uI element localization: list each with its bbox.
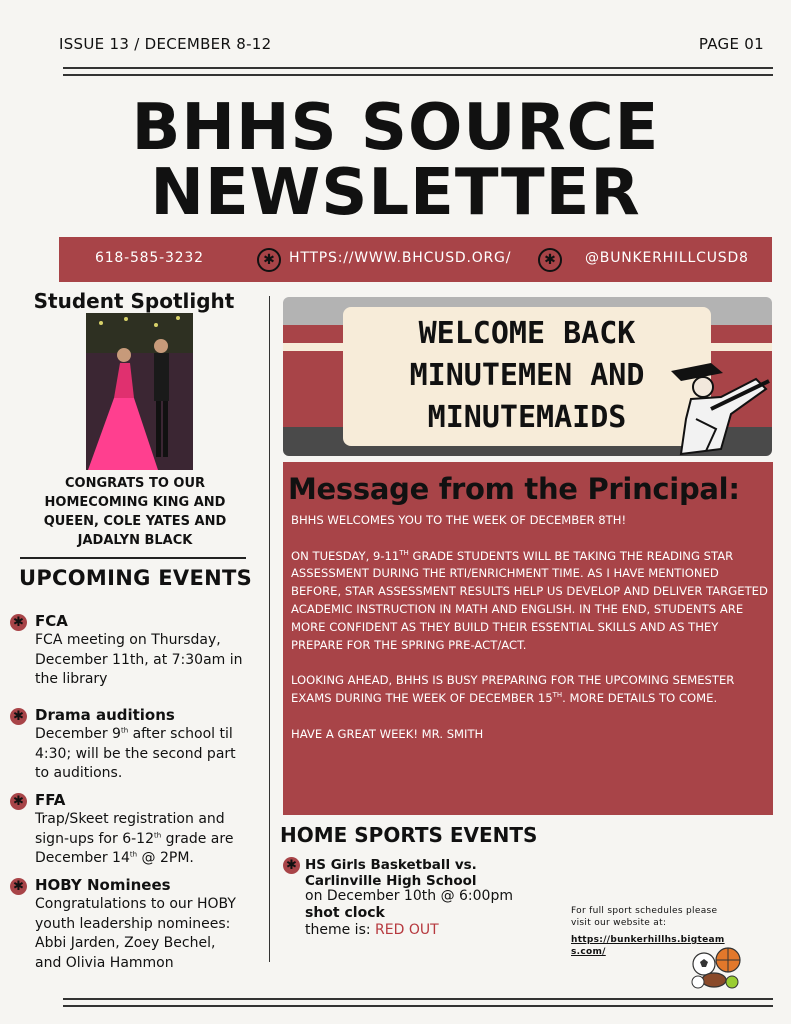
event-title: Drama auditions [35,706,175,724]
asterisk-icon: ✱ [538,248,562,272]
event-title: FFA [35,791,66,809]
event-body: Congratulations to our HOBY youth leadership nominees: Abbi Jarden, Zoey Bechel, and Olivia Hammon [35,896,236,971]
section-divider [20,557,246,559]
event-body: FCA meeting on Thursday, December 11th, at 7:30am in the library [35,632,243,687]
banner-line1: WELCOME BACK [418,316,636,351]
principal-body [291,512,769,761]
upcoming-events-heading: UPCOMING EVENTS [19,566,253,590]
event-title: FCA [35,612,68,630]
principal-paragraph: LOOKING AHEAD, BHHS IS BUSY PREPARING FOR THE UPCOMING SEMESTER EXAMS DURING THE WEEK OF DECEMBER 15TH. MORE DETAILS TO COME. [291,673,735,705]
welcome-card [343,307,711,446]
theme-line: theme is: RED OUT [305,922,439,938]
website-link[interactable]: HTTPS://WWW.BHCUSD.ORG/ [289,250,512,266]
column-divider [269,296,270,962]
theme-label: shot clock [305,905,385,921]
top-rule [63,67,773,69]
event-item [10,791,260,871]
asterisk-bullet-icon: ✱ [10,614,27,631]
newsletter-title-line2: NEWSLETTER [150,156,641,230]
asterisk-bullet-icon: ✱ [10,878,27,895]
principal-message-box [283,462,773,815]
event-item [10,876,260,996]
asterisk-bullet-icon: ✱ [283,857,300,874]
theme-value: RED OUT [375,922,439,938]
contact-bar [59,237,772,282]
asterisk-bullet-icon: ✱ [10,793,27,810]
event-item [10,706,260,786]
bottom-rule-2 [63,1005,773,1007]
spotlight-caption: CONGRATS TO OUR HOMECOMING KING AND QUEEN, COLE YATES AND JADALYN BLACK [43,476,227,548]
principal-paragraph: BHHS WELCOMES YOU TO THE WEEK OF DECEMBER 8TH! [291,513,627,527]
asterisk-bullet-icon: ✱ [10,708,27,725]
issue-label: ISSUE 13 / DECEMBER 8-12 [59,35,272,53]
principal-paragraph: ON TUESDAY, 9-11TH GRADE STUDENTS WILL BE TAKING THE READING STAR ASSESSMENT DURING THE RTI/ENRICHMENT TIME. AS I HAVE MENTIONED BEFORE, STAR ASSESSMENT RESULTS HELP US DEVELOP AND DELIVER TARGETED ACADEMIC INSTRUCTION IN MATH AND ENGLISH. IN THE END, STUDENTS ARE MORE CONFIDENT AS THEY BUILD THEIR ESSENTIAL SKILLS AND AS THEY PREPARE FOR THE SPRING PRE-ACT/ACT. [291,548,768,652]
top-rule-2 [63,74,773,76]
principal-title: Message from the Principal: [288,472,740,506]
asterisk-icon: ✱ [257,248,281,272]
newsletter-title-line1: BHHS SOURCE [131,91,660,165]
home-sports-heading: HOME SPORTS EVENTS [280,823,538,847]
game-date: on December 10th @ 6:00pm [305,888,513,904]
principal-signoff: HAVE A GREAT WEEK! MR. SMITH [291,726,484,741]
bottom-rule [63,998,773,1000]
event-item [10,612,260,692]
phone-number[interactable]: 618-585-3232 [95,250,204,266]
homecoming-photo [86,313,193,470]
welcome-banner [283,297,772,456]
page-number: PAGE 01 [698,35,764,53]
schedule-link[interactable]: https://bunkerhillhs.bigteams.com/ [571,935,725,957]
banner-line2: MINUTEMEN AND [409,358,645,393]
event-body: Trap/Skeet registration and sign-ups for 6-12th grade are December 14th @ 2PM. [35,811,234,866]
spotlight-title: Student Spotlight [33,289,235,313]
minuteman-mascot-icon [661,359,772,456]
game-title: HS Girls Basketball vs. Carlinville High School [305,857,477,889]
schedule-note: For full sport schedules please visit our website at: [571,906,718,928]
event-body: December 9th after school til 4:30; will be the second part to auditions. [35,726,236,781]
banner-line3: MINUTEMAIDS [427,400,627,435]
event-title: HOBY Nominees [35,876,171,894]
game-details [305,888,555,939]
sports-balls-icon [690,946,742,990]
social-handle[interactable]: @BUNKERHILLCUSD8 [585,250,749,266]
